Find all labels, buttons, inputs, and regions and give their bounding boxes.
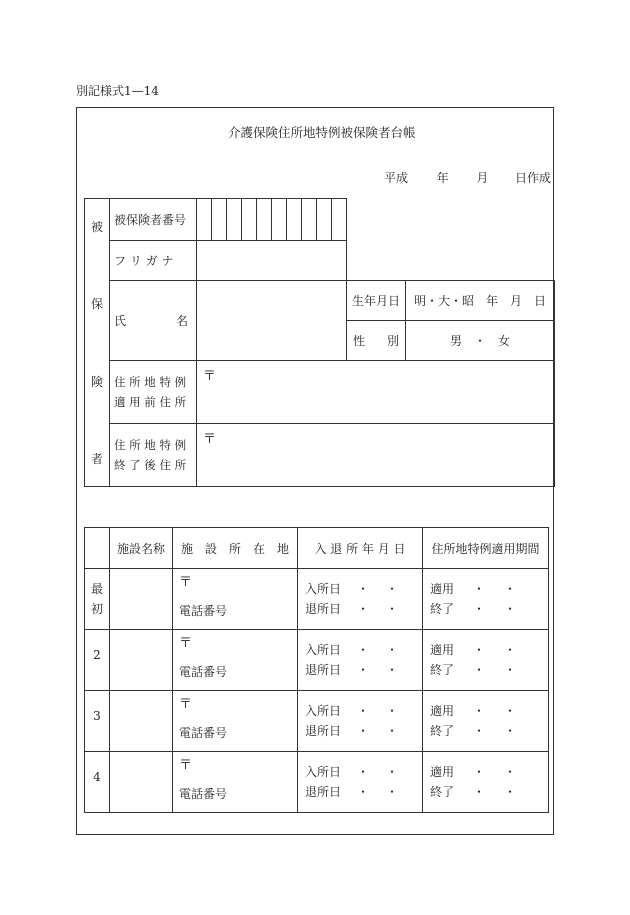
facility-period-field[interactable]: 適用 ・ ・ 終了 ・ ・ — [423, 630, 549, 691]
insured-number-digit-7[interactable] — [287, 199, 302, 241]
apply-label: 適用 — [430, 643, 455, 657]
facility-dates-field[interactable]: 入所日 ・ ・ 退所日 ・ ・ — [298, 752, 423, 813]
postal-mark-before: 〒 — [203, 369, 217, 384]
apply-label: 適用 — [430, 765, 455, 779]
row-label — [85, 691, 110, 752]
postal-mark: 〒 — [179, 575, 193, 590]
phone-label: 電話番号 — [179, 665, 228, 679]
insured-number-digit-1[interactable] — [197, 199, 212, 241]
addr-after-label — [110, 424, 197, 487]
insured-number-digit-10[interactable] — [332, 199, 347, 241]
insured-table — [84, 198, 555, 487]
phone-label: 電話番号 — [179, 787, 228, 801]
facility-period-field[interactable]: 適用 ・ ・ 終了 ・ ・ — [423, 752, 549, 813]
row-label — [85, 630, 110, 691]
postal-mark: 〒 — [179, 636, 193, 651]
name-field[interactable] — [197, 281, 347, 361]
side-char-3: 険 — [90, 374, 103, 389]
side-char-2: 保 — [90, 297, 103, 312]
facility-header-period: 住所地特例適用期間 — [423, 528, 549, 569]
row-label-1: 2 — [93, 648, 101, 662]
row-label — [85, 569, 110, 630]
row-label-1: 3 — [93, 709, 101, 723]
addr-after-label-2: 終 了 後 住 所 — [114, 458, 187, 472]
row-label — [85, 752, 110, 813]
insured-number-digit-2[interactable] — [212, 199, 227, 241]
facility-period-field[interactable]: 適用 ・ ・ 終了 ・ ・ — [423, 569, 549, 630]
facility-dates-field[interactable]: 入所日 ・ ・ 退所日 ・ ・ — [298, 569, 423, 630]
furigana-label: フ リ ガ ナ — [110, 241, 197, 281]
insured-number-digit-4[interactable] — [242, 199, 257, 241]
insured-number-digit-9[interactable] — [317, 199, 332, 241]
postal-mark: 〒 — [179, 758, 193, 773]
insured-number-digit-8[interactable] — [302, 199, 317, 241]
addr-before-field[interactable] — [197, 361, 555, 424]
facility-header-blank — [85, 528, 110, 569]
entry-label: 入所日 — [305, 765, 342, 779]
entry-label: 入所日 — [305, 643, 342, 657]
facility-dates-field[interactable]: 入所日 ・ ・ 退所日 ・ ・ — [298, 630, 423, 691]
facility-location-field[interactable] — [173, 569, 298, 630]
facility-row — [85, 630, 549, 691]
facility-table — [84, 527, 549, 813]
entry-label: 入所日 — [305, 582, 342, 596]
sex-label-1: 性 — [353, 334, 366, 348]
row-label-1: 最 — [90, 582, 103, 596]
apply-label: 適用 — [430, 704, 455, 718]
addr-after-field[interactable] — [197, 424, 555, 487]
side-char-4: 者 — [90, 452, 103, 467]
addr-before-label-2: 適 用 前 住 所 — [114, 395, 187, 409]
facility-name-field[interactable] — [110, 691, 173, 752]
facility-name-field[interactable] — [110, 569, 173, 630]
blank-corner — [347, 199, 555, 281]
date-suffix: 日作成 — [515, 171, 552, 185]
insured-number-digit-3[interactable] — [227, 199, 242, 241]
facility-header-name: 施設名称 — [110, 528, 173, 569]
facility-row — [85, 752, 549, 813]
end-label: 終了 — [430, 602, 455, 616]
facility-location-field[interactable] — [173, 691, 298, 752]
entry-label: 入所日 — [305, 704, 342, 718]
date-month: 月 — [476, 171, 489, 185]
exit-label: 退所日 — [305, 663, 342, 677]
exit-label: 退所日 — [305, 724, 342, 738]
addr-before-label — [110, 361, 197, 424]
facility-dates-field[interactable]: 入所日 ・ ・ 退所日 ・ ・ — [298, 691, 423, 752]
birth-label: 生年月日 — [347, 281, 406, 321]
insured-number-digit-6[interactable] — [272, 199, 287, 241]
name-label-1: 氏 — [114, 314, 127, 328]
insured-side-label — [85, 199, 110, 487]
sex-label — [347, 321, 406, 361]
furigana-field[interactable] — [197, 241, 347, 281]
date-era: 平成 — [384, 171, 409, 185]
sex-label-2: 別 — [386, 334, 399, 348]
insured-number-digit-5[interactable] — [257, 199, 272, 241]
addr-before-label-1: 住 所 地 特 例 — [114, 375, 187, 389]
form-title: 介護保険住所地特例被保険者台帳 — [228, 125, 416, 140]
name-label — [110, 281, 197, 361]
row-label-2: 初 — [90, 602, 103, 616]
row-label-1: 4 — [93, 770, 101, 784]
addr-after-label-1: 住 所 地 特 例 — [114, 438, 187, 452]
facility-location-field[interactable] — [173, 752, 298, 813]
sex-value[interactable]: 男 ・ 女 — [406, 321, 555, 361]
side-char-1: 被 — [90, 219, 103, 234]
insured-number-label: 被保険者番号 — [110, 199, 197, 241]
facility-name-field[interactable] — [110, 752, 173, 813]
facility-header-location: 施 設 所 在 地 — [173, 528, 298, 569]
exit-label: 退所日 — [305, 785, 342, 799]
apply-label: 適用 — [430, 582, 455, 596]
facility-location-field[interactable] — [173, 630, 298, 691]
form-code: 別記様式1—14 — [76, 84, 159, 98]
facility-period-field[interactable]: 適用 ・ ・ 終了 ・ ・ — [423, 691, 549, 752]
phone-label: 電話番号 — [179, 726, 228, 740]
date-year: 年 — [436, 171, 449, 185]
facility-name-field[interactable] — [110, 630, 173, 691]
end-label: 終了 — [430, 724, 455, 738]
postal-mark: 〒 — [179, 697, 193, 712]
facility-row — [85, 691, 549, 752]
postal-mark-after: 〒 — [203, 432, 217, 447]
name-label-2: 名 — [175, 314, 188, 328]
exit-label: 退所日 — [305, 602, 342, 616]
end-label: 終了 — [430, 663, 455, 677]
phone-label: 電話番号 — [179, 604, 228, 618]
birth-value[interactable]: 明・大・昭 年 月 日 — [406, 281, 555, 321]
date-line — [384, 169, 551, 186]
end-label: 終了 — [430, 785, 455, 799]
facility-row — [85, 569, 549, 630]
facility-header-dates: 入 退 所 年 月 日 — [298, 528, 423, 569]
